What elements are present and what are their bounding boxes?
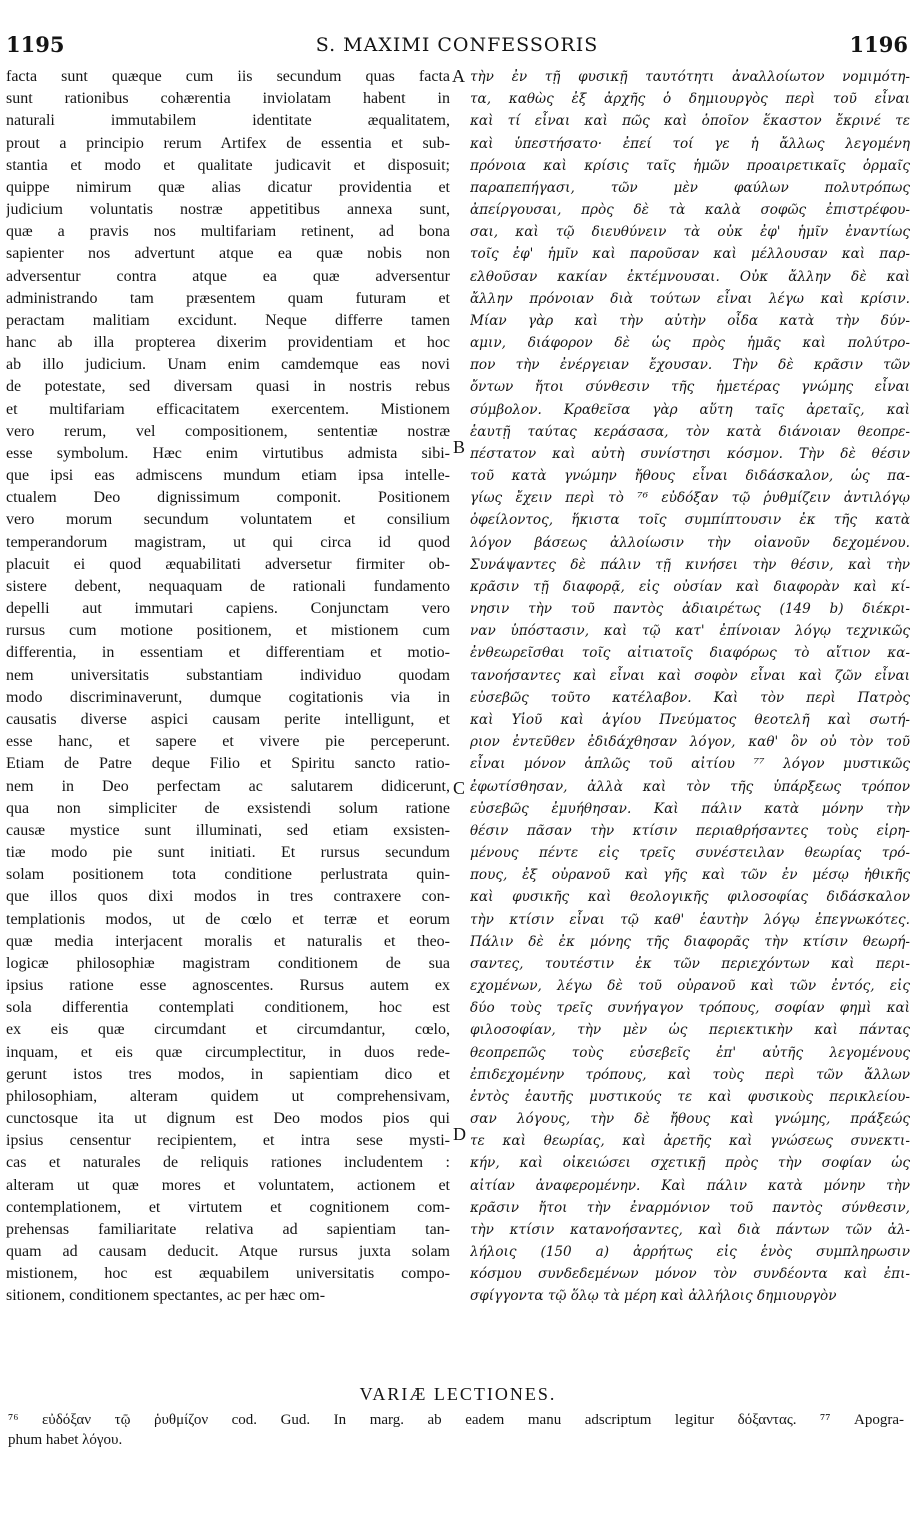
latin-text-line: esse symbolum. Hæc enim virtutibus admista sibi- [6,444,450,462]
latin-text-line: causatis diverse aspici causam perite intelligunt, et [6,710,450,728]
greek-text-line: σαι, καὶ τῷ διευθύνειν τὰ οὐκ ἐφ' ἡμῖν ἐναντίως [470,224,910,241]
latin-text-line: sitionem, conditionem spectantes, ac per hæc om- [6,1287,326,1305]
page-title: S. MAXIMI CONFESSORIS [315,34,599,56]
footnote-block [8,1410,904,1450]
latin-text-line: logicæ philosophiæ magistram conditionem de sua [6,954,450,972]
latin-text-line: rursus cum motione positionem, et mistionem cum [6,622,450,640]
latin-text-line: quæ media interjacent moralis et naturalis et theo- [6,932,450,950]
latin-text-line: judicium voluntatis nostræ appetitibus annexa sunt, [6,201,450,219]
greek-text-line: καὶ Υἱοῦ καὶ ἁγίου Πνεύματος θεοτελῆ καὶ σωτή- [470,711,910,728]
latin-text-line: vero rerum, vel compositionem, sententiæ nostræ [6,422,450,440]
greek-text-line: ἐπιδεχομένην τρόπους, καὶ τοὺς περὶ τῶν ἄλλων [470,1066,910,1083]
latin-text-line: adversentur contra atque ea quæ adversentur [6,267,450,285]
latin-text-line: solam positionem tota conditione perlustrata quin- [6,866,450,884]
greek-text-line: παραπεπήγασι, τῶν μὲν φαύλων πολυτρόπως [470,179,910,196]
latin-text-line: de potestate, sed diversam quasi in nostris rebus [6,378,450,396]
latin-text-line: sunt rationibus cohærentia inviolatam habent in [6,90,450,108]
latin-text-line: causæ mystice sunt illuminati, sed etiam exsisten- [6,821,450,839]
latin-text-line: et multifariam efficacitatem exercentem. Mistionem [6,400,450,418]
greek-text-line: αμιν, διάφορον δὲ ὡς πρὸς ἡμᾶς καὶ πολύτρο- [470,335,910,352]
latin-text-line: hanc ab illa propterea dixerim providentiam et hoc [6,334,450,352]
greek-text-line: ἐντὸς ἑαυτῆς μυστικούς τε καὶ φυσικοὺς περικλείου- [470,1088,910,1105]
latin-text-line: ex eis quæ circumdant et circumdantur, cœlo, [6,1021,450,1039]
greek-text-line: αἰτίαν ἀναφερομένην. Καὶ πάλιν κατὰ μόνην τὴν [470,1177,910,1194]
latin-text-line: inquam, et eis quæ circumplectitur, in duos rede- [6,1043,450,1061]
latin-text-line: peractam malitiam excidunt. Neque differre tamen [6,311,450,329]
greek-text-line: τὴν κτίσιν εἶναι τῷ καθ' ἑαυτὴν λόγῳ ἐπεγνωκότες. [470,911,910,928]
latin-text-line: vero morum secundum voluntatem et consilium [6,511,450,529]
latin-text-line: alteram ut quæ mores et voluntatem, actionem et [6,1176,450,1194]
latin-text-line: templationis modos, ut de cœlo et terræ et eorum [6,910,450,928]
margin-marker-d: D [453,1124,466,1144]
latin-column [6,66,450,1308]
greek-text-line: Συνάψαντες δὲ πάλιν τῇ κινήσει τὴν θέσιν, καὶ τὴν [470,556,910,573]
greek-text-line: ριον ἐντεῦθεν ἐδιδάχθησαν λόγον, καθ' ὃν οὐ τὸν τοῦ [470,734,910,751]
right-column-number: 1196 [849,32,908,57]
greek-text-line: θέσιν πᾶσαν τὴν κτίσιν περιαθρήσαντες τοὺς εἰρη- [470,822,910,839]
greek-text-line: πον τὴν ἐνέργειαν ἔχουσαν. Τὴν δὲ κρᾶσιν τῶν [470,357,910,374]
greek-text-line: τὴν ἐν τῇ φυσικῇ ταυτότητι ἀναλλοίωτον νομιμότη- [470,69,910,85]
latin-text-line: gerunt istos tres modos, in sapientiam dico et [6,1065,450,1083]
latin-text-line: cas et naturales de reliquis rationes includentem : [6,1154,450,1172]
latin-text-line: quippe nimirum quæ alias dicatur providentia et [6,178,450,196]
latin-text-line: modo discriminaverunt, dumque cogitationis via in [6,688,450,706]
greek-text-line: κήν, καὶ οἰκειώσει σχετικῇ πρὸς τὴν σοφίαν ὡς [470,1155,910,1172]
greek-text-line: λόγον βάσεως ἀλλοίωσιν τὴν οἰανοῦν δεχομένου. [470,534,910,551]
latin-text-line: ipsius censentur recipientem, et intra sese mysti- [6,1132,450,1150]
latin-text-line: contemplationem, et virtutem et cognitionem com- [6,1198,450,1216]
latin-text-line: placuit ei quod æquabilitati adversetur firmiter ob- [6,555,450,573]
greek-text-line: ἑαυτῇ ταύτας κεράσασα, τὸν κατὰ διάνοιαν θεοπρε- [470,423,910,440]
latin-text-line: sistere debent, nequaquam de rationali fundamento [6,577,450,595]
greek-text-line: τοῦ κατὰ γνώμην ἤθους εἶναι διδάσκαλον, ὡς πα- [470,468,910,485]
margin-marker-b: B [453,437,466,457]
greek-text-line: τε καὶ θεωρίας, καὶ ἀρετῆς καὶ γνώσεως συνεκτι- [470,1133,910,1150]
greek-text-line: λήλοις (150 a) ἀρρήτως εἰς ἑνὸς συμπληρωσιν [470,1244,910,1261]
greek-text-line: ἐνθεωρεῖσθαι τοῖς αἰτιατοῖς διαφόρως τὸ αἴτιον κα- [470,645,910,662]
latin-text-line: cunctosque ita ut dignum est Deo modos pios qui [6,1110,450,1128]
greek-column [470,66,910,1308]
greek-text-line: γίως ἔχειν περὶ τὸ ⁷⁶ εὐδόξαν τῷ ῥυθμίζειν ἀντιλόγῳ [470,490,910,507]
latin-text-line: quæ a pravis nos multifariam retinent, ad bona [6,223,450,241]
greek-text-line: μένους πέντε εἰς τρεῖς συνέστειλαν θεωρίας τρό- [470,845,910,862]
greek-text-line: κρᾶσιν ἤτοι τὴν ἐναρμόνιον τοῦ παντὸς σύνθεσιν, [470,1199,910,1216]
latin-text-line: sapienter nos advertunt atque ea quæ nobis non [6,245,450,263]
latin-text-line: ctualem Deo dignissimum componit. Positionem [6,489,450,507]
latin-text-line: nem in Deo perfectam ac salutarem didicerunt, [6,777,450,795]
greek-text-line: τὴν κτίσιν κατανοήσαντες, καὶ διὰ πάντων τῶν ἀλ- [470,1221,910,1238]
footnote-line: phum habet λόγου. [8,1432,123,1448]
latin-text-line: prehensas familiaritate relativa ad sapientiam tan- [6,1220,450,1238]
margin-marker-a: A [452,66,465,86]
greek-text-line: σύμβολον. Κραθεῖσα γὰρ αὕτη ταῖς ἀρεταῖς, καὶ [470,401,910,418]
greek-text-line: καὶ ὑπεστήσατο· ἐπεί τοί γε ἡ ἄλλως λεγομένη [470,135,910,152]
latin-text-line: ab illo judicium. Unam enim camdemque eas novi [6,356,450,374]
greek-text-line: εχομένων, λέγω δὲ τοῦ οὐρανοῦ καὶ τῶν ἐντός, εἰς [470,978,910,995]
page-header [6,32,908,62]
latin-text-line: que ipsi eas admiscens mundum etiam ipsa intelle- [6,467,450,485]
greek-text-line: εἶναι μόνον ἁπλῶς τοῦ αἰτίου ⁷⁷ λόγον μυστικῶς [470,756,910,773]
greek-text-line: Πάλιν δὲ ἐκ μόνης τῆς διαφορᾶς τὴν κτίσιν θεωρή- [470,933,910,950]
greek-text-line: ἀπείργουσαι, πρὸς δὲ τὰ καλὰ σοφῶς ἐπιστρέφου- [470,202,910,219]
greek-text-line: δύο τοὺς τρεῖς συνήγαγον τρόπους, σοφίαν φημὶ καὶ [470,1000,910,1017]
latin-text-line: stantia et modo et qualitate judicavit et disposuit; [6,156,450,174]
greek-text-line: εὐσεβῶς ἐμυήθησαν. Καὶ πάλιν κατὰ μόνην τὴν [470,800,910,817]
greek-text-line: τα, καθὼς ἐξ ἀρχῆς ὁ δημιουργὸς περὶ τοῦ εἶναι [470,91,910,108]
latin-text-line: esse hanc, et sapere et vivere pie perceperunt. [6,733,450,751]
latin-text-line: philosophiam, alteram quidem ut comprehensivam, [6,1087,450,1105]
latin-text-line: quam ad causam deducit. Atque rursus juxta solam [6,1243,450,1261]
latin-text-line: sola differentia contemplati conditionem, hoc est [6,999,450,1017]
latin-text-line: nem universitatis substantiam individuo quodam [6,666,450,684]
greek-text-line: καὶ φυσικῆς καὶ θεολογικῆς φιλοσοφίας διδάσκαλον [470,889,910,906]
latin-text-line: que illos quos dixi modos in tres contraxere con- [6,888,450,906]
greek-text-line: ὀφείλοντος, ἥκιστα τοῖς συμπίπτουσιν ἐκ τῆς κατὰ [470,512,910,529]
latin-text-line: mistionem, hoc est æquabilem universitatis compo- [6,1265,450,1283]
greek-text-line: τανοήσαντες καὶ εἶναι καὶ σοφὸν εἶναι καὶ ζῶν εἶναι [470,667,910,684]
greek-text-line: σαντες, τουτέστιν ἐκ τῶν περιεχόντων καὶ περι- [470,955,910,972]
latin-text-line: depelli aut immutari capiens. Conjunctam vero [6,600,450,618]
greek-text-line: κρᾶσιν τῇ διαφορᾷ, εἰς οὐσίαν καὶ διαφορὰν καὶ κί- [470,578,910,595]
greek-text-line: σαν λόγους, τὴν δὲ ἤθους καὶ γνώμης, πράξεώς [470,1111,910,1128]
greek-text-line: σφίγγοντα τῷ ὅλῳ τὰ μέρη καὶ ἀλλήλοις δημιουργὸν [470,1288,837,1305]
greek-text-line: καὶ τί εἶναι καὶ πῶς καὶ ὁποῖον ἕκαστον ἔκρινέ τε [470,113,910,130]
greek-text-line: ελθοῦσαν κακίαν ἐκτέμνουσαι. Οὐκ ἄλλην δὲ καὶ [470,268,910,285]
greek-text-line: νησιν τὴν τοῦ παντὸς ἀδιαιρέτως (149 b) διέκρι- [470,601,910,618]
latin-text-line: ipsius ratione esse agnoscentes. Rursus autem ex [6,977,450,995]
latin-text-line: qua non simpliciter de exsistendi solum ratione [6,799,450,817]
greek-text-line: φιλοσοφίαν, τὴν μὲν ὡς περιεκτικὴν καὶ πάντας [470,1022,910,1039]
greek-text-line: κόσμου συνδεδεμένων μόνον τὸν συνδέοντα καὶ ἐπι- [470,1266,910,1283]
greek-text-line: ὄντων ἤτοι σύνθεσιν τῆς ἡμετέρας γνώμης εἶναι [470,379,910,396]
footnote-line: ⁷⁶ εὐδόξαν τῷ ῥυθμίζον cod. Gud. In marg. ab eadem manu adscriptum legitur δόξαντας. ⁷⁷ Apogra- [8,1412,904,1428]
latin-text-line: facta sunt quæque cum iis secundum quas facta [6,68,450,85]
latin-text-line: Etiam de Patre deque Filio et Spiritu sancto ratio- [6,755,450,773]
latin-text-line: differentia, in essentiam et differentiam et motio- [6,644,450,662]
greek-text-line: θεοπρεπῶς τοὺς εὐσεβεῖς ἐπ' αὐτῆς λεγομένους [470,1044,910,1061]
latin-text-line: administrando tam præsentem quam futuram et [6,289,450,307]
latin-text-line: naturali immutabilem identitate æqualitatem, [6,112,450,130]
greek-text-line: πρόνοια καὶ κρίσις ταῖς ἡμῶν προαιρετικαῖς ὁρμαῖς [470,157,910,174]
latin-text-line: temperandorum magistram, ut qui circa id quod [6,533,450,551]
greek-text-line: Μίαν γὰρ καὶ τὴν αὐτὴν οἶδα κατὰ τὴν δύν- [470,312,910,329]
greek-text-line: ναν ὑπόστασιν, καὶ τῷ κατ' ἐπίνοιαν λόγῳ τεχνικῶς [470,623,910,640]
latin-text-line: prout a principio rerum Artifex de essentia et sub- [6,134,450,152]
greek-text-line: τοῖς ἐφ' ἡμῖν καὶ παροῦσαν καὶ μέλλουσαν καὶ παρ- [470,246,910,263]
greek-text-line: πέστατον καὶ αὐτὴ συνίστησι κόσμον. Τὴν δὲ θέσιν [470,445,910,462]
greek-text-line: πους, ἐξ οὐρανοῦ καὶ γῆς καὶ τῶν ἐν μέσῳ ἠθικῆς [470,867,910,884]
greek-text-line: ἐφωτίσθησαν, ἀλλὰ καὶ τὸν τῆς ὑπάρξεως τρόπον [470,778,910,795]
latin-text-line: tiæ modo pie sunt initiati. Et rursus secundum [6,844,450,862]
greek-text-line: εὐσεβῶς τοῦτο κατέλαβον. Καὶ τὸν περὶ Πατρὸς [470,689,910,706]
margin-marker-c: C [453,778,466,798]
left-column-number: 1195 [6,32,65,57]
greek-text-line: ἄλλην πρόνοιαν διὰ τούτων εἶναι λέγω καὶ κρίσιν. [470,290,910,307]
variae-lectiones-heading: VARIÆ LECTIONES. [359,1384,557,1404]
